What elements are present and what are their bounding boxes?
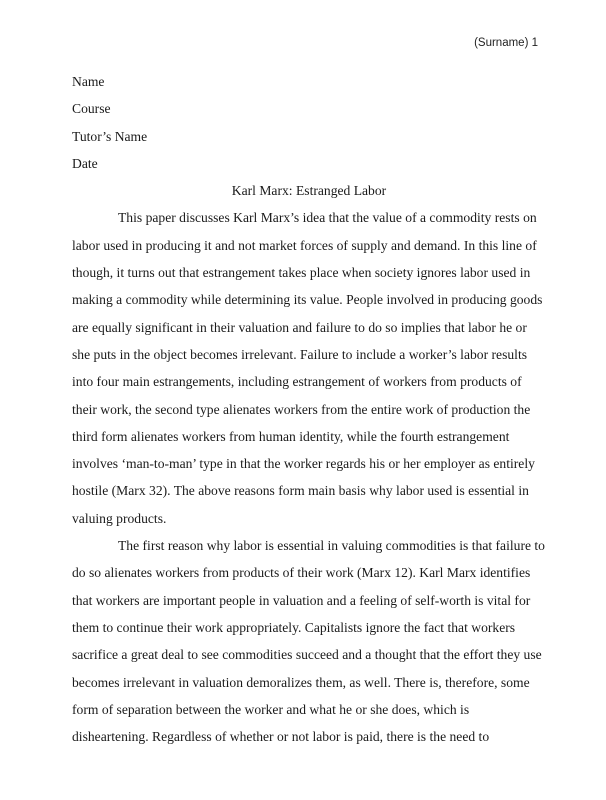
- date: Date: [72, 155, 98, 171]
- paragraph-1: This paper discusses Karl Marx’s idea that the value of a commodity rests on labor used in producing it and not market forces of supply and demand. In this line of though, it turns out that estrangement takes place when society ignores labor used in making a commodity while determining its value. People involved in producing goods are equally significant in their valuation and failure to do so implies that labor he or she puts in the object becomes irrelevant. Failure to include a worker’s labor results into four main estrangements, including estrangement of workers from products of their work, the second type alienates workers from the entire work of production the third form alienates workers from human identity, while the fourth estrangement involves ‘man-to-man’ type in that the worker regards his or her employer as entirely hostile (Marx 32). The above reasons form main basis why labor used is essential in valuing products.: [72, 210, 543, 526]
- course-name: Course: [72, 101, 111, 117]
- document-title: Karl Marx: Estranged Labor: [231, 183, 387, 199]
- student-name: Name: [72, 74, 105, 89]
- paragraph-2: The first reason why labor is essential in valuing commodities is that failure to do so alienates workers from products of their work (Marx 12). Karl Marx identifies that workers are important people in valuation and a feeling of self-worth is vital for them to continue their work appropriately. Capitalists ignore the fact that workers sacrifice a great deal to see commodities succeed and a thought that the effort they use becomes irrelevant in valuation demoralizes them, as well. There is, therefore, some form of separation between the worker and what he or she does, which is disheartening. Regardless of whether or not labor is paid, there is the need to: [72, 538, 545, 745]
- tutor-name: Tutor’s Name: [72, 128, 148, 144]
- document-body: [72, 68, 546, 750]
- running-head: (Surname) 1: [474, 37, 538, 49]
